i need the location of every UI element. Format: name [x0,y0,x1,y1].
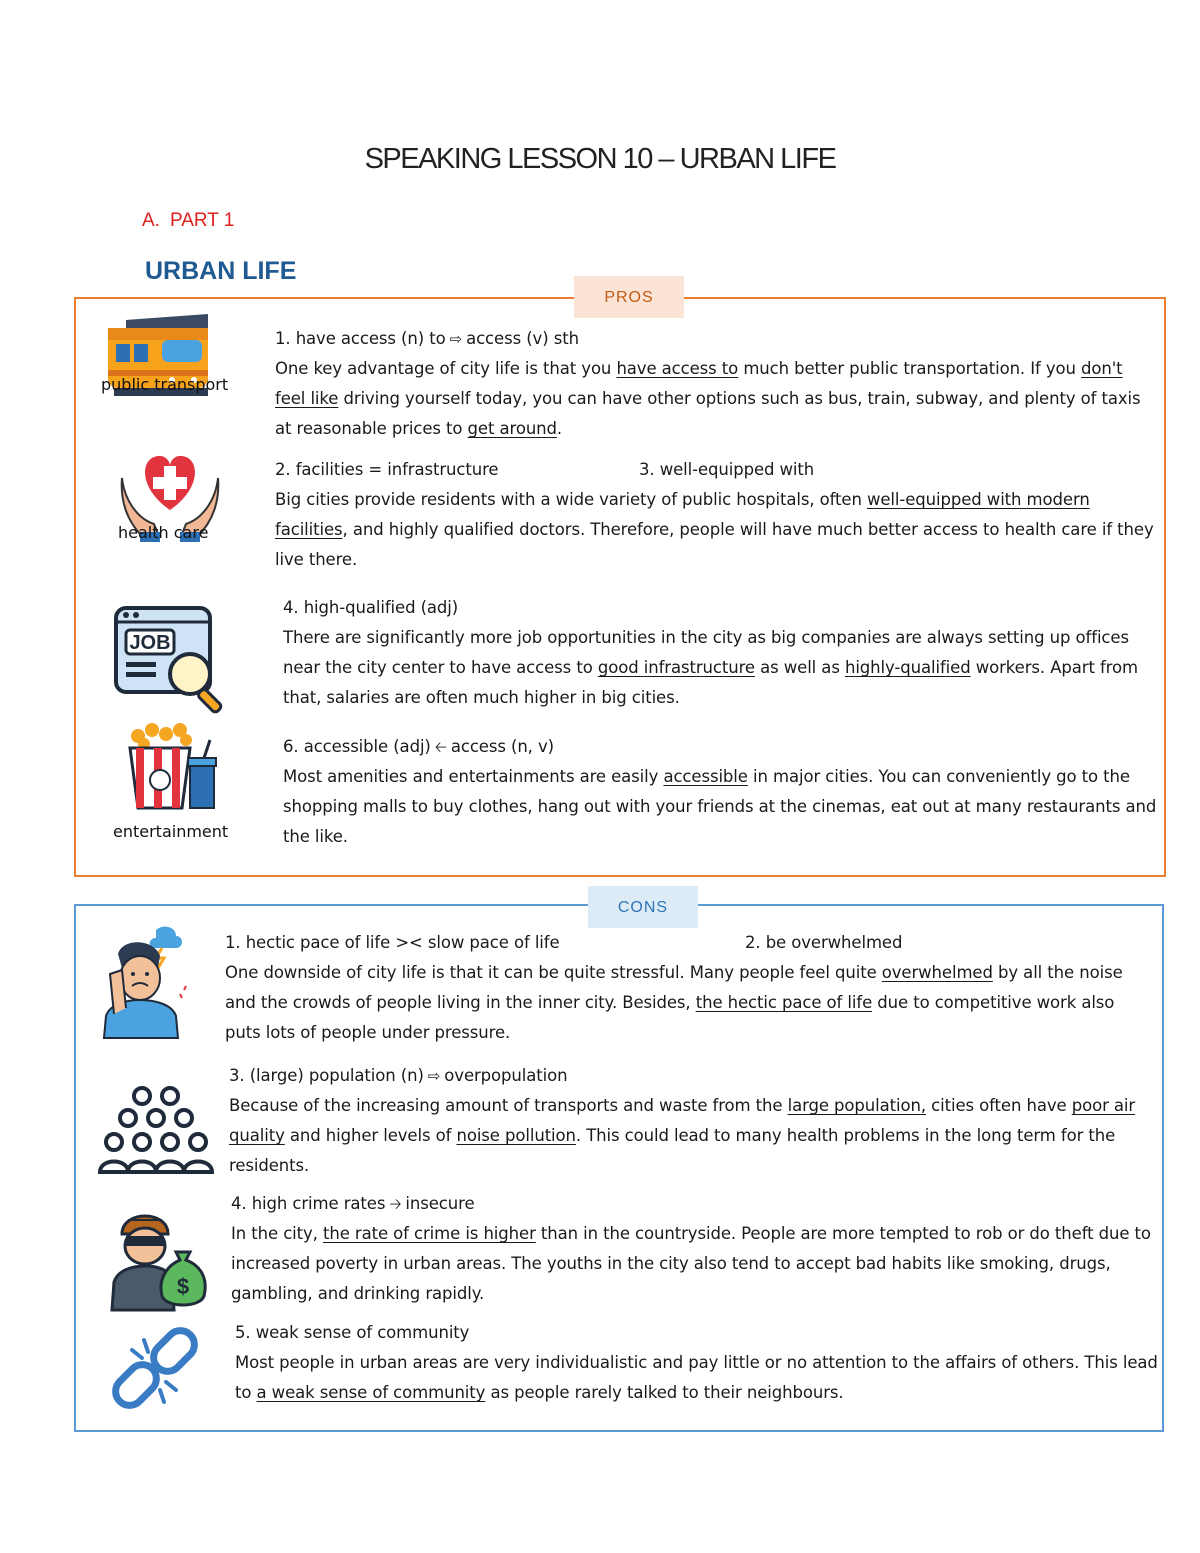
pros-item-2 [275,455,1155,575]
text-segment: There are significantly more job opportunities in the city as big companies are always setting up offices near the city center to have access to [283,628,1129,677]
text-segment: . This could lead to many health problems in the long term for the residents. [229,1126,1116,1175]
icon-label-health-care: health care [118,523,209,542]
text-segment: Most amenities and entertainments are easily [283,767,664,786]
cons-item-2-heading-after: overpopulation [444,1066,568,1085]
pros-item-4-heading-text: 6. accessible (adj) [283,737,431,756]
text-segment: and higher levels of [284,1126,457,1145]
job-search-icon [112,604,234,716]
cons-item-3-heading-text: 4. high crime rates [231,1194,386,1213]
text-segment: One key advantage of city life is that you [275,359,617,378]
pros-item-4-heading [283,732,1163,762]
underlined-phrase: accessible [663,767,748,786]
part-heading [142,210,234,232]
underlined-phrase: poor air quality [229,1096,1136,1145]
pros-tag: PROS [574,276,684,318]
arrow-right-icon: ⇨ [427,1067,441,1085]
arrow-right-icon: ⇨ [449,330,463,348]
text-segment: . [556,419,563,438]
underlined-phrase: the rate of crime is higher [322,1224,536,1243]
underlined-phrase: a weak sense of community [256,1383,486,1402]
text-segment: much better public transportation. If you [738,359,1082,378]
text-segment: One downside of city life is that it can be quite stressful. Many people feel quite [225,963,882,982]
underlined-phrase: don't feel like [275,359,1123,408]
cons-item-3-heading-after: insecure [405,1194,475,1213]
cons-item-1-heading [225,928,1155,958]
underlined-phrase: highly-qualified [844,658,971,677]
cons-item-1 [225,928,1155,1048]
pros-item-2-heading-second: 3. well-equipped with [639,460,815,479]
pros-item-1-heading-after: access (v) sth [466,329,579,348]
text-segment: Most people in urban areas are very individualistic and pay little or no attention to the affairs of others. This lead to [235,1353,1158,1402]
part-letter: A. [142,210,160,231]
underlined-phrase: get around [467,419,557,438]
underlined-phrase: well-equipped with modern facilities [275,490,1090,539]
cons-item-1-heading-text: 1. hectic pace of life >< slow pace of life [225,933,560,952]
text-segment: Big cities provide residents with a wide variety of public hospitals, often [275,490,867,509]
popcorn-drink-icon [124,722,218,812]
pros-item-1 [275,324,1155,444]
text-segment: by all the noise and the crowds of people living in the inner city. Besides, [225,963,1123,1012]
stressed-person-icon [96,924,188,1040]
text-segment: workers. Apart from that, salaries are often much higher in big cities. [283,658,1138,707]
underlined-phrase: have access to [616,359,739,378]
pros-item-2-heading-text: 2. facilities = infrastructure [275,460,499,479]
cons-item-3 [231,1189,1156,1309]
cons-item-4-heading: 5. weak sense of community [235,1323,470,1342]
text-segment: driving yourself today, you can have other options such as bus, train, subway, and plenty of taxis at reasonable prices to [275,389,1141,438]
pros-item-3 [283,593,1163,713]
cons-item-2-heading-text: 3. (large) population (n) [229,1066,424,1085]
pros-item-1-heading-text: 1. have access (n) to [275,329,446,348]
crowd-icon [96,1084,216,1176]
icon-label-entertainment: entertainment [113,822,229,841]
arrow-right-icon: 🡢 [389,1195,402,1213]
cons-tag: CONS [588,886,698,928]
dollar-sign-text: $ [176,1274,190,1299]
text-segment: , and highly qualified doctors. Therefore, people will have much better access to health care if they live there. [275,520,1154,569]
underlined-phrase: the hectic pace of life [695,993,873,1012]
text-segment: cities often have [926,1096,1072,1115]
job-icon-text: JOB [129,632,171,654]
pros-item-3-heading: 4. high-qualified (adj) [283,598,459,617]
pros-item-2-heading [275,455,1155,485]
underlined-phrase: good infrastructure [597,658,755,677]
pros-item-4-heading-after: access (n, v) [450,737,554,756]
arrow-left-icon: 🡠 [434,738,447,756]
text-segment: as well as [754,658,845,677]
text-segment: than in the countryside. People are more tempted to rob or do theft due to increased poverty in urban areas. The youths in the city also tend to accept bad habits like smoking, drugs, gambling, and drinking rapidly. [231,1224,1151,1303]
text-segment: due to competitive work also puts lots of people under pressure. [225,993,1115,1042]
broken-chain-icon [104,1320,208,1416]
text-segment: In the city, [231,1224,323,1243]
icon-label-public-transport: public transport [101,375,229,394]
pros-item-4 [283,732,1163,852]
part-label: PART 1 [169,210,235,231]
cons-item-2-heading [229,1061,1154,1091]
page-title: SPEAKING LESSON 10 – URBAN LIFE [364,143,836,175]
cons-item-3-heading [231,1189,1156,1219]
pros-item-1-heading [275,324,1155,354]
thief-money-bag-icon [106,1204,210,1312]
text-segment: in major cities. You can conveniently go to the shopping malls to buy clothes, hang out with your friends at the cinemas, eat out at many restaurants and the like. [283,767,1157,846]
underlined-phrase: noise pollution [456,1126,576,1145]
cons-item-4 [235,1318,1160,1408]
text-segment: Because of the increasing amount of transports and waste from the [229,1096,788,1115]
cons-item-2 [229,1061,1154,1181]
cons-item-1-heading-second: 2. be overwhelmed [745,933,903,952]
text-segment: as people rarely talked to their neighbours. [485,1383,844,1402]
section-heading: URBAN LIFE [145,257,297,285]
underlined-phrase: large population, [787,1096,926,1115]
underlined-phrase: overwhelmed [881,963,993,982]
